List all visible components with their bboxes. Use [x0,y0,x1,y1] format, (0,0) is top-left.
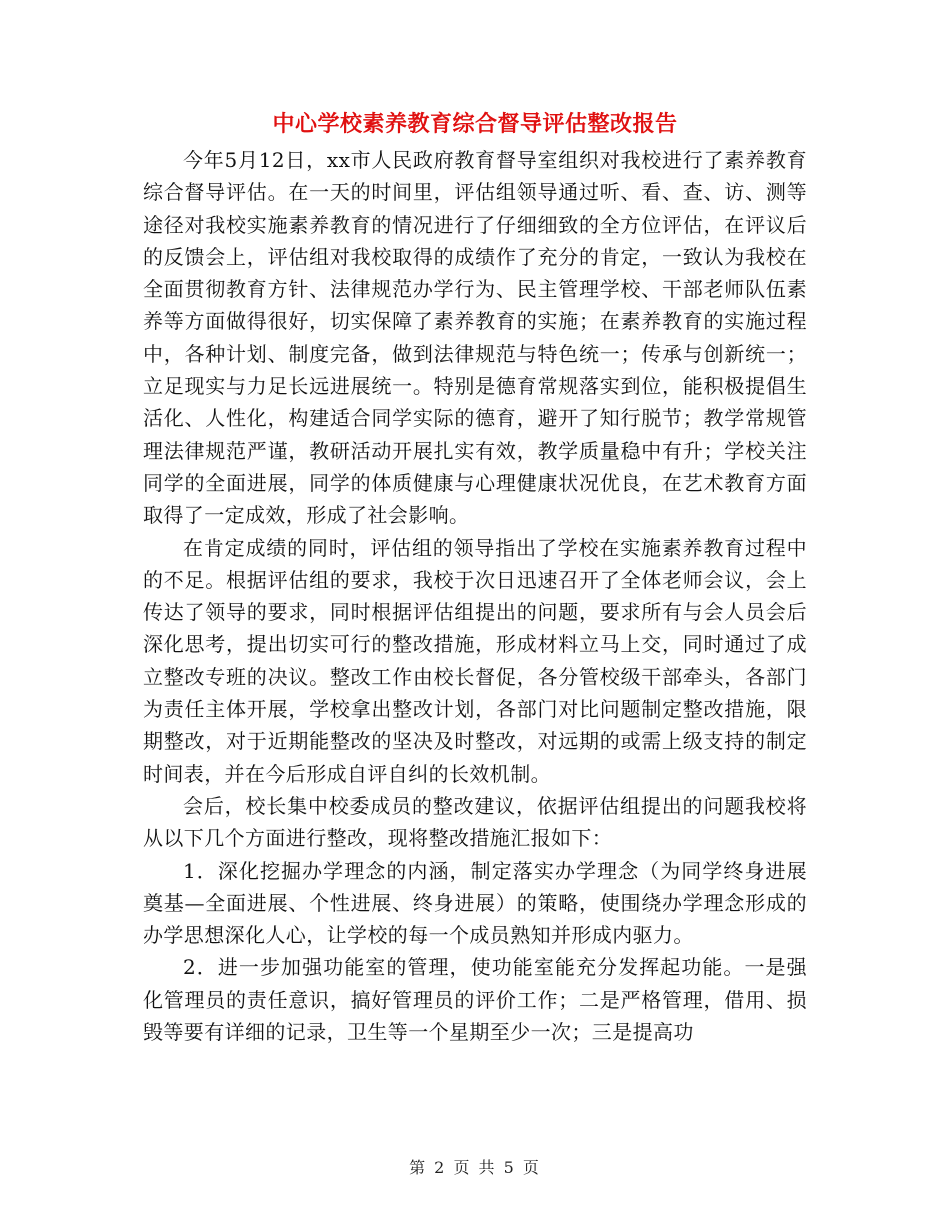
paragraph: 1．深化挖掘办学理念的内涵，制定落实办学理念（为同学终身进展奠基—全面进展、个性进展、终身进展）的策略，使围绕办学理念形成的办学思想深化人心，让学校的每一个成员熟知并形成内驱力。 [143,858,807,948]
document-title: 中心学校素养教育综合督导评估整改报告 [272,112,678,137]
paragraph: 2．进一步加强功能室的管理，使功能室能充分发挥起功能。一是强化管理员的责任意识，搞好管理员的评价工作；二是严格管理，借用、损毁等要有详细的记录，卫生等一个星期至少一次；三是提高功 [143,955,807,1045]
document-body [143,144,807,1048]
paragraph: 今年5月12日，xx市人民政府教育督导室组织对我校进行了素养教育综合督导评估。在一天的时间里，评估组领导通过听、看、查、访、测等途径对我校实施素养教育的情况进行了仔细细致的全方位评估，在评议后的反馈会上，评估组对我校取得的成绩作了充分的肯定，一致认为我校在全面贯彻教育方针、法律规范办学行为、民主管理学校、干部老师队伍素养等方面做得很好，切实保障了素养教育的实施；在素养教育的实施过程中，各种计划、制度完备，做到法律规范与特色统一；传承与创新统一；立足现实与力足长远进展统一。特别是德育常规落实到位，能积极提倡生活化、人性化，构建适合同学实际的德育，避开了知行脱节；教学常规管理法律规范严谨，教研活动开展扎实有效，教学质量稳中有升；学校关注同学的全面进展，同学的体质健康与心理健康状况优良，在艺术教育方面取得了一定成效，形成了社会影响。 [143,148,807,528]
paragraph: 会后，校长集中校委成员的整改建议，依据评估组提出的问题我校将从以下几个方面进行整改，现将整改措施汇报如下： [143,793,807,851]
paragraph: 在肯定成绩的同时，评估组的领导指出了学校在实施素养教育过程中的不足。根据评估组的要求，我校于次日迅速召开了全体老师会议，会上传达了领导的要求，同时根据评估组提出的问题，要求所有与会人员会后深化思考，提出切实可行的整改措施，形成材料立马上交，同时通过了成立整改专班的决议。整改工作由校长督促，各分管校级干部牵头，各部门为责任主体开展，学校拿出整改计划，各部门对比问题制定整改措施，限期整改，对于近期能整改的坚决及时整改，对远期的或需上级支持的制定时间表，并在今后形成自评自纠的长效机制。 [143,535,807,786]
page-number-footer: 第 2 页 共 5 页 [409,1158,541,1177]
